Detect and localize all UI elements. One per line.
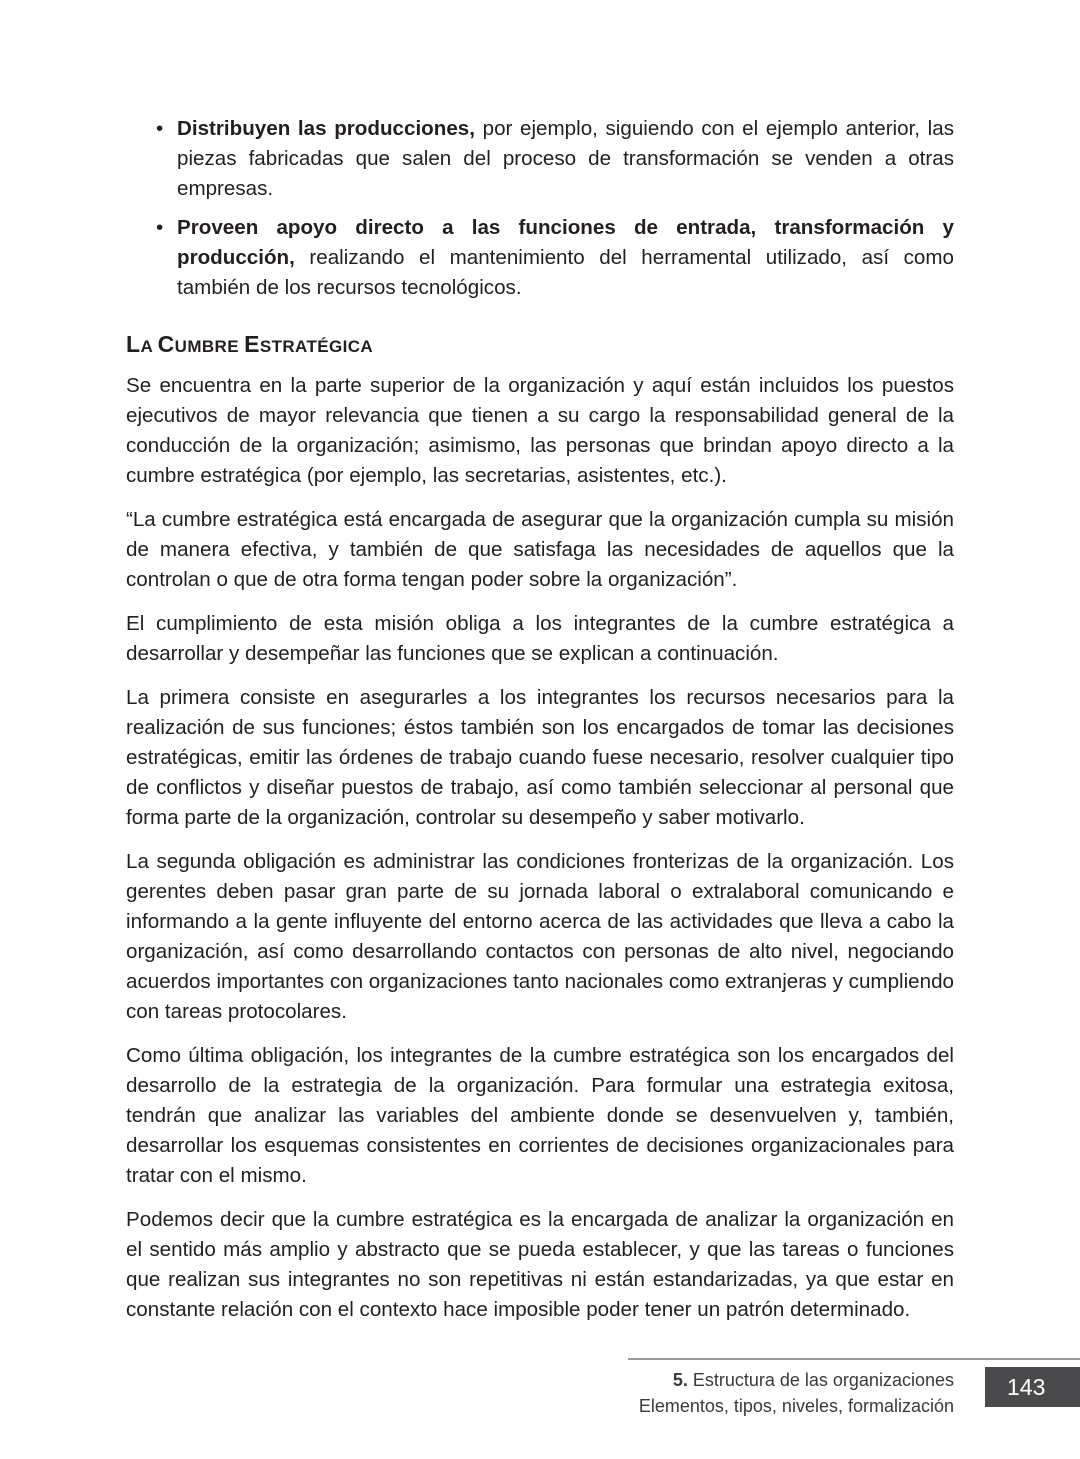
footer-chapter-number: 5. [672,1370,688,1390]
heading-text-strategica: STRATÉGICA [259,337,374,356]
section-heading [126,332,954,359]
page-content [126,114,954,1325]
page-number-badge: 143 [985,1367,1080,1407]
list-item [126,114,954,204]
footer-chapter-title: Estructura de las organizaciones [687,1370,954,1390]
bullet-point-icon: • [156,216,164,239]
heading-cap-l: L [126,331,141,357]
heading-cap-e: E [244,331,260,357]
list-item-lead-bold: Distribuyen las producciones, [177,117,475,140]
bullet-point-icon: • [156,117,164,140]
footer-subtitle: Elementos, tipos, niveles, formalización [638,1396,954,1416]
body-paragraph: Podemos decir que la cumbre estratégica es la encargada de analizar la organización en el sentido más amplio y abstracto que se pueda establecer, y que las tareas o funciones que realizan sus integrantes no son repetitivas ni están estandarizadas, ya que estar en constante relación con el contexto hace imposible poder tener un patrón determinado. [126,1208,954,1321]
heading-text-a: A [140,337,158,356]
body-paragraph: Como última obligación, los integrantes de la cumbre estratégica son los encargados del desarrollo de la estrategia de la organización. Para formular una estrategia exitosa, tendrán que analizar las variables del ambiente donde se desenvuelven y, también, desarrollar los esquemas consistentes en corrientes de decisiones organizacionales para tratar con el mismo. [126,1044,954,1187]
footer-divider [628,1358,1080,1360]
bullet-list [126,114,954,303]
body-paragraph: La segunda obligación es administrar las condiciones fronterizas de la organización. Los gerentes deben pasar gran parte de su jornada laboral o extralaboral comunicando e informando a la gente influyente del entorno acerca de las actividades que lleva a cabo la organización, así como desarrollando contactos con personas de alto nivel, negociando acuerdos importantes con organizaciones tanto nacionales como extranjeras y cumpliendo con tareas protocolares. [126,850,954,1023]
body-paragraph: El cumplimiento de esta misión obliga a los integrantes de la cumbre estratégica a desarrollar y desempeñar las funciones que se explican a continuación. [126,612,954,665]
body-paragraph: Se encuentra en la parte superior de la organización y aquí están incluidos los puestos ejecutivos de mayor relevancia que tienen a su cargo la responsabilidad general de la conducción de la organización; asimismo, las personas que brindan apoyo directo a la cumbre estratégica (por ejemplo, las secretarias, asistentes, etc.). [126,374,954,487]
list-item-lead-bold: Proveen apoyo directo a las funciones de entrada, transformación y producción, [177,216,954,269]
list-item [126,213,954,303]
heading-text-umbre: UMBRE [174,337,245,356]
list-item-text: realizando el mantenimiento del herramental utilizado, así como también de los recursos tecnológicos. [177,246,954,299]
list-item-text: por ejemplo, siguiendo con el ejemplo anterior, las piezas fabricadas que salen del proceso de transformación se venden a otras empresas. [177,117,954,200]
page-footer [628,1358,1080,1428]
heading-cap-c: C [157,331,175,357]
body-paragraph-quote: “La cumbre estratégica está encargada de asegurar que la organización cumpla su misión de manera efectiva, y también de que satisfaga las necesidades de aquellos que la controlan o que de otra forma tengan poder sobre la organización”. [126,508,954,591]
footer-caption [628,1367,954,1419]
footer-chapter-line [628,1367,954,1393]
body-paragraph: La primera consiste en asegurarles a los integrantes los recursos necesarios para la realización de sus funciones; éstos también son los encargados de tomar las decisiones estratégicas, emitir las órdenes de trabajo cuando fuese necesario, resolver cualquier tipo de conflictos y diseñar puestos de trabajo, así como también seleccionar al personal que forma parte de la organización, controlar su desempeño y saber motivarlo. [126,686,954,829]
